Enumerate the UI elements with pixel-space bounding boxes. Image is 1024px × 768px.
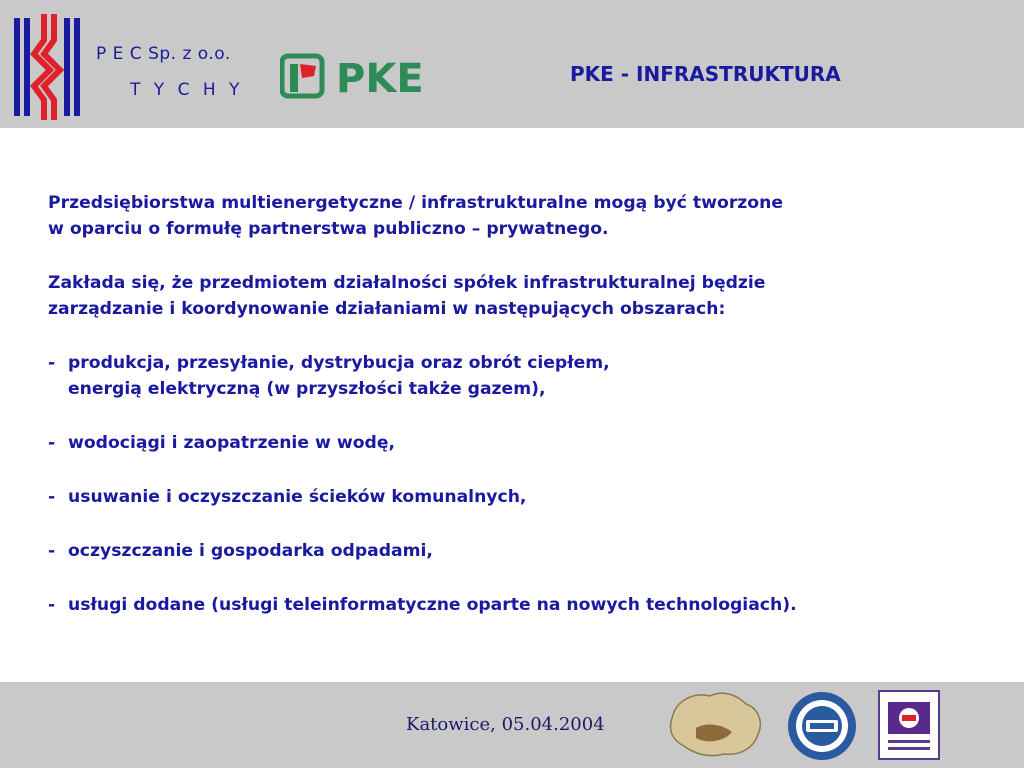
list-item-text: usuwanie i oczyszczanie ścieków komunalnych, <box>68 487 527 507</box>
scope-line-1: Zakłada się, że przedmiotem działalności spółek infrastrukturalnej będzie <box>48 273 766 293</box>
bullet-dash: - <box>48 433 56 453</box>
list-item <box>48 350 968 376</box>
slide-title: PKE - INFRASTRUKTURA <box>570 62 841 86</box>
slide-header <box>0 0 1024 128</box>
bullet-dash: - <box>48 541 56 561</box>
bullet-dash: - <box>48 353 56 373</box>
list-item <box>48 538 968 564</box>
list-item <box>48 430 968 456</box>
company-name: P E C Sp. z o.o. <box>96 44 231 64</box>
pec-logo <box>14 14 82 120</box>
intro-line-2: w oparciu o formułę partnerstwa publiczno – prywatnego. <box>48 219 609 239</box>
company-city: T Y C H Y <box>130 80 244 100</box>
list-item-text: usługi dodane (usługi teleinformatyczne oparte na nowych technologiach). <box>68 595 797 615</box>
bullet-dash: - <box>48 487 56 507</box>
map-icon <box>666 688 766 760</box>
iqnet-certified-icon <box>786 690 858 762</box>
list-item-text: produkcja, przesyłanie, dystrybucja oraz obrót ciepłem, <box>68 353 610 373</box>
list-item <box>48 592 968 618</box>
list-item-text: wodociągi i zaopatrzenie w wodę, <box>68 433 395 453</box>
slide-content <box>48 190 968 618</box>
list-item-continuation: energią elektryczną (w przyszłości także gazem), <box>68 379 546 399</box>
scope-line-2: zarządzanie i koordynowanie działaniami w następujących obszarach: <box>48 299 726 319</box>
bullet-dash: - <box>48 595 56 615</box>
pcbc-certificate-icon <box>878 690 940 760</box>
pke-logo <box>280 52 448 100</box>
footer-place-date: Katowice, 05.04.2004 <box>406 714 605 735</box>
list-item-text: oczyszczanie i gospodarka odpadami, <box>68 541 433 561</box>
intro-line-1: Przedsiębiorstwa multienergetyczne / infrastrukturalne mogą być tworzone <box>48 193 784 213</box>
list-item <box>48 484 968 510</box>
pke-logo-text: PKE <box>336 56 424 100</box>
